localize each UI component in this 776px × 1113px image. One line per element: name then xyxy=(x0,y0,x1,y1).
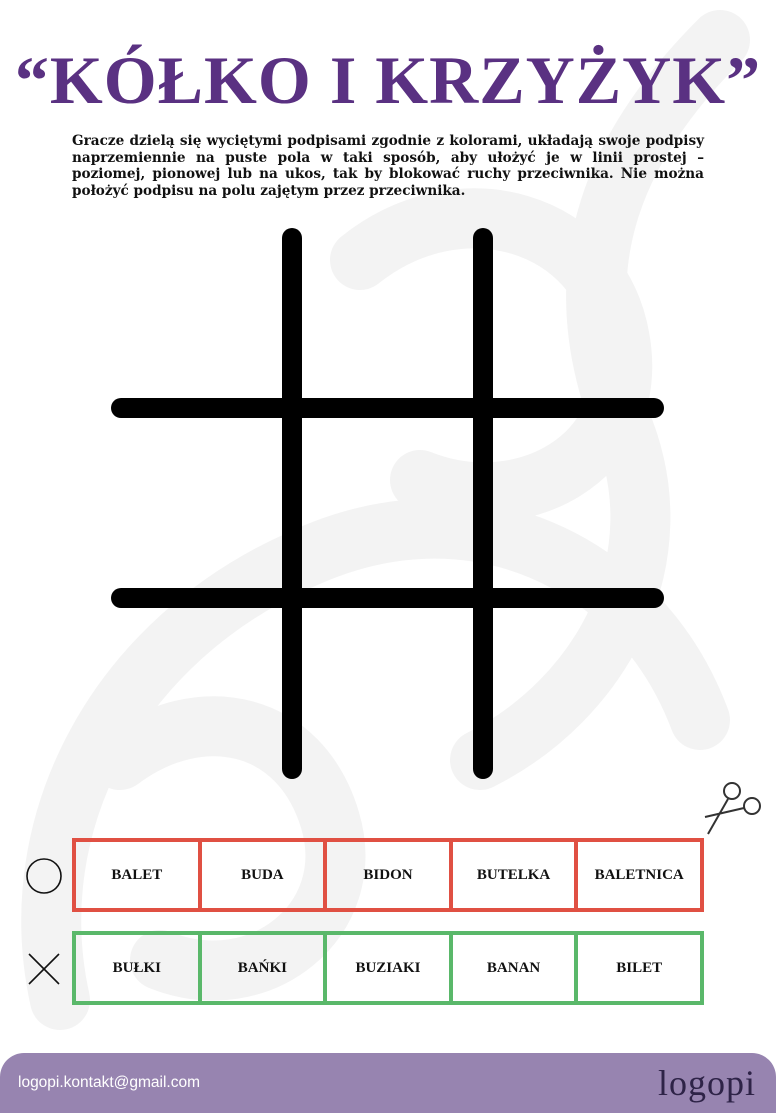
game-instructions: Gracze dzielą się wyciętymi podpisami zgodnie z kolorami, układają swoje podpisy naprzemiennie na puste pola w taki sposób, aby ułożyć je w linii prostej – poziomej, pionowej lub na ukos, tak by blokować ruchy przeciwnika. Nie można położyć podpisu na polu zajętym przez przeciwnika. xyxy=(72,133,704,199)
cross-cell-3[interactable]: BUZIAKI xyxy=(327,935,453,1001)
scissors-icon xyxy=(702,780,764,840)
cross-cell-5[interactable]: BILET xyxy=(616,959,663,976)
page-title: “KÓŁKO I KRZYŻYK” xyxy=(14,42,762,118)
circle-cell-3[interactable]: BIDON xyxy=(327,842,453,908)
circle-cell-4[interactable]: BUTELKA xyxy=(453,842,579,908)
word-row-circle xyxy=(72,838,704,912)
cross-cell-4[interactable]: BANAN xyxy=(453,935,579,1001)
cross-cell-2[interactable]: BAŃKI xyxy=(202,935,328,1001)
circle-cell-2[interactable]: BUDA xyxy=(202,842,328,908)
footer-logo: logopi xyxy=(658,1063,757,1103)
circle-icon xyxy=(25,857,63,895)
circle-cell-1[interactable]: BALET xyxy=(76,842,202,908)
word-row-cross xyxy=(72,931,704,1005)
footer-email[interactable]: logopi.kontakt@gmail.com xyxy=(18,1074,201,1091)
circle-cell-5[interactable]: BALETNICA xyxy=(594,866,684,883)
cross-icon xyxy=(26,951,62,987)
cross-cell-1[interactable]: BUŁKI xyxy=(76,935,202,1001)
